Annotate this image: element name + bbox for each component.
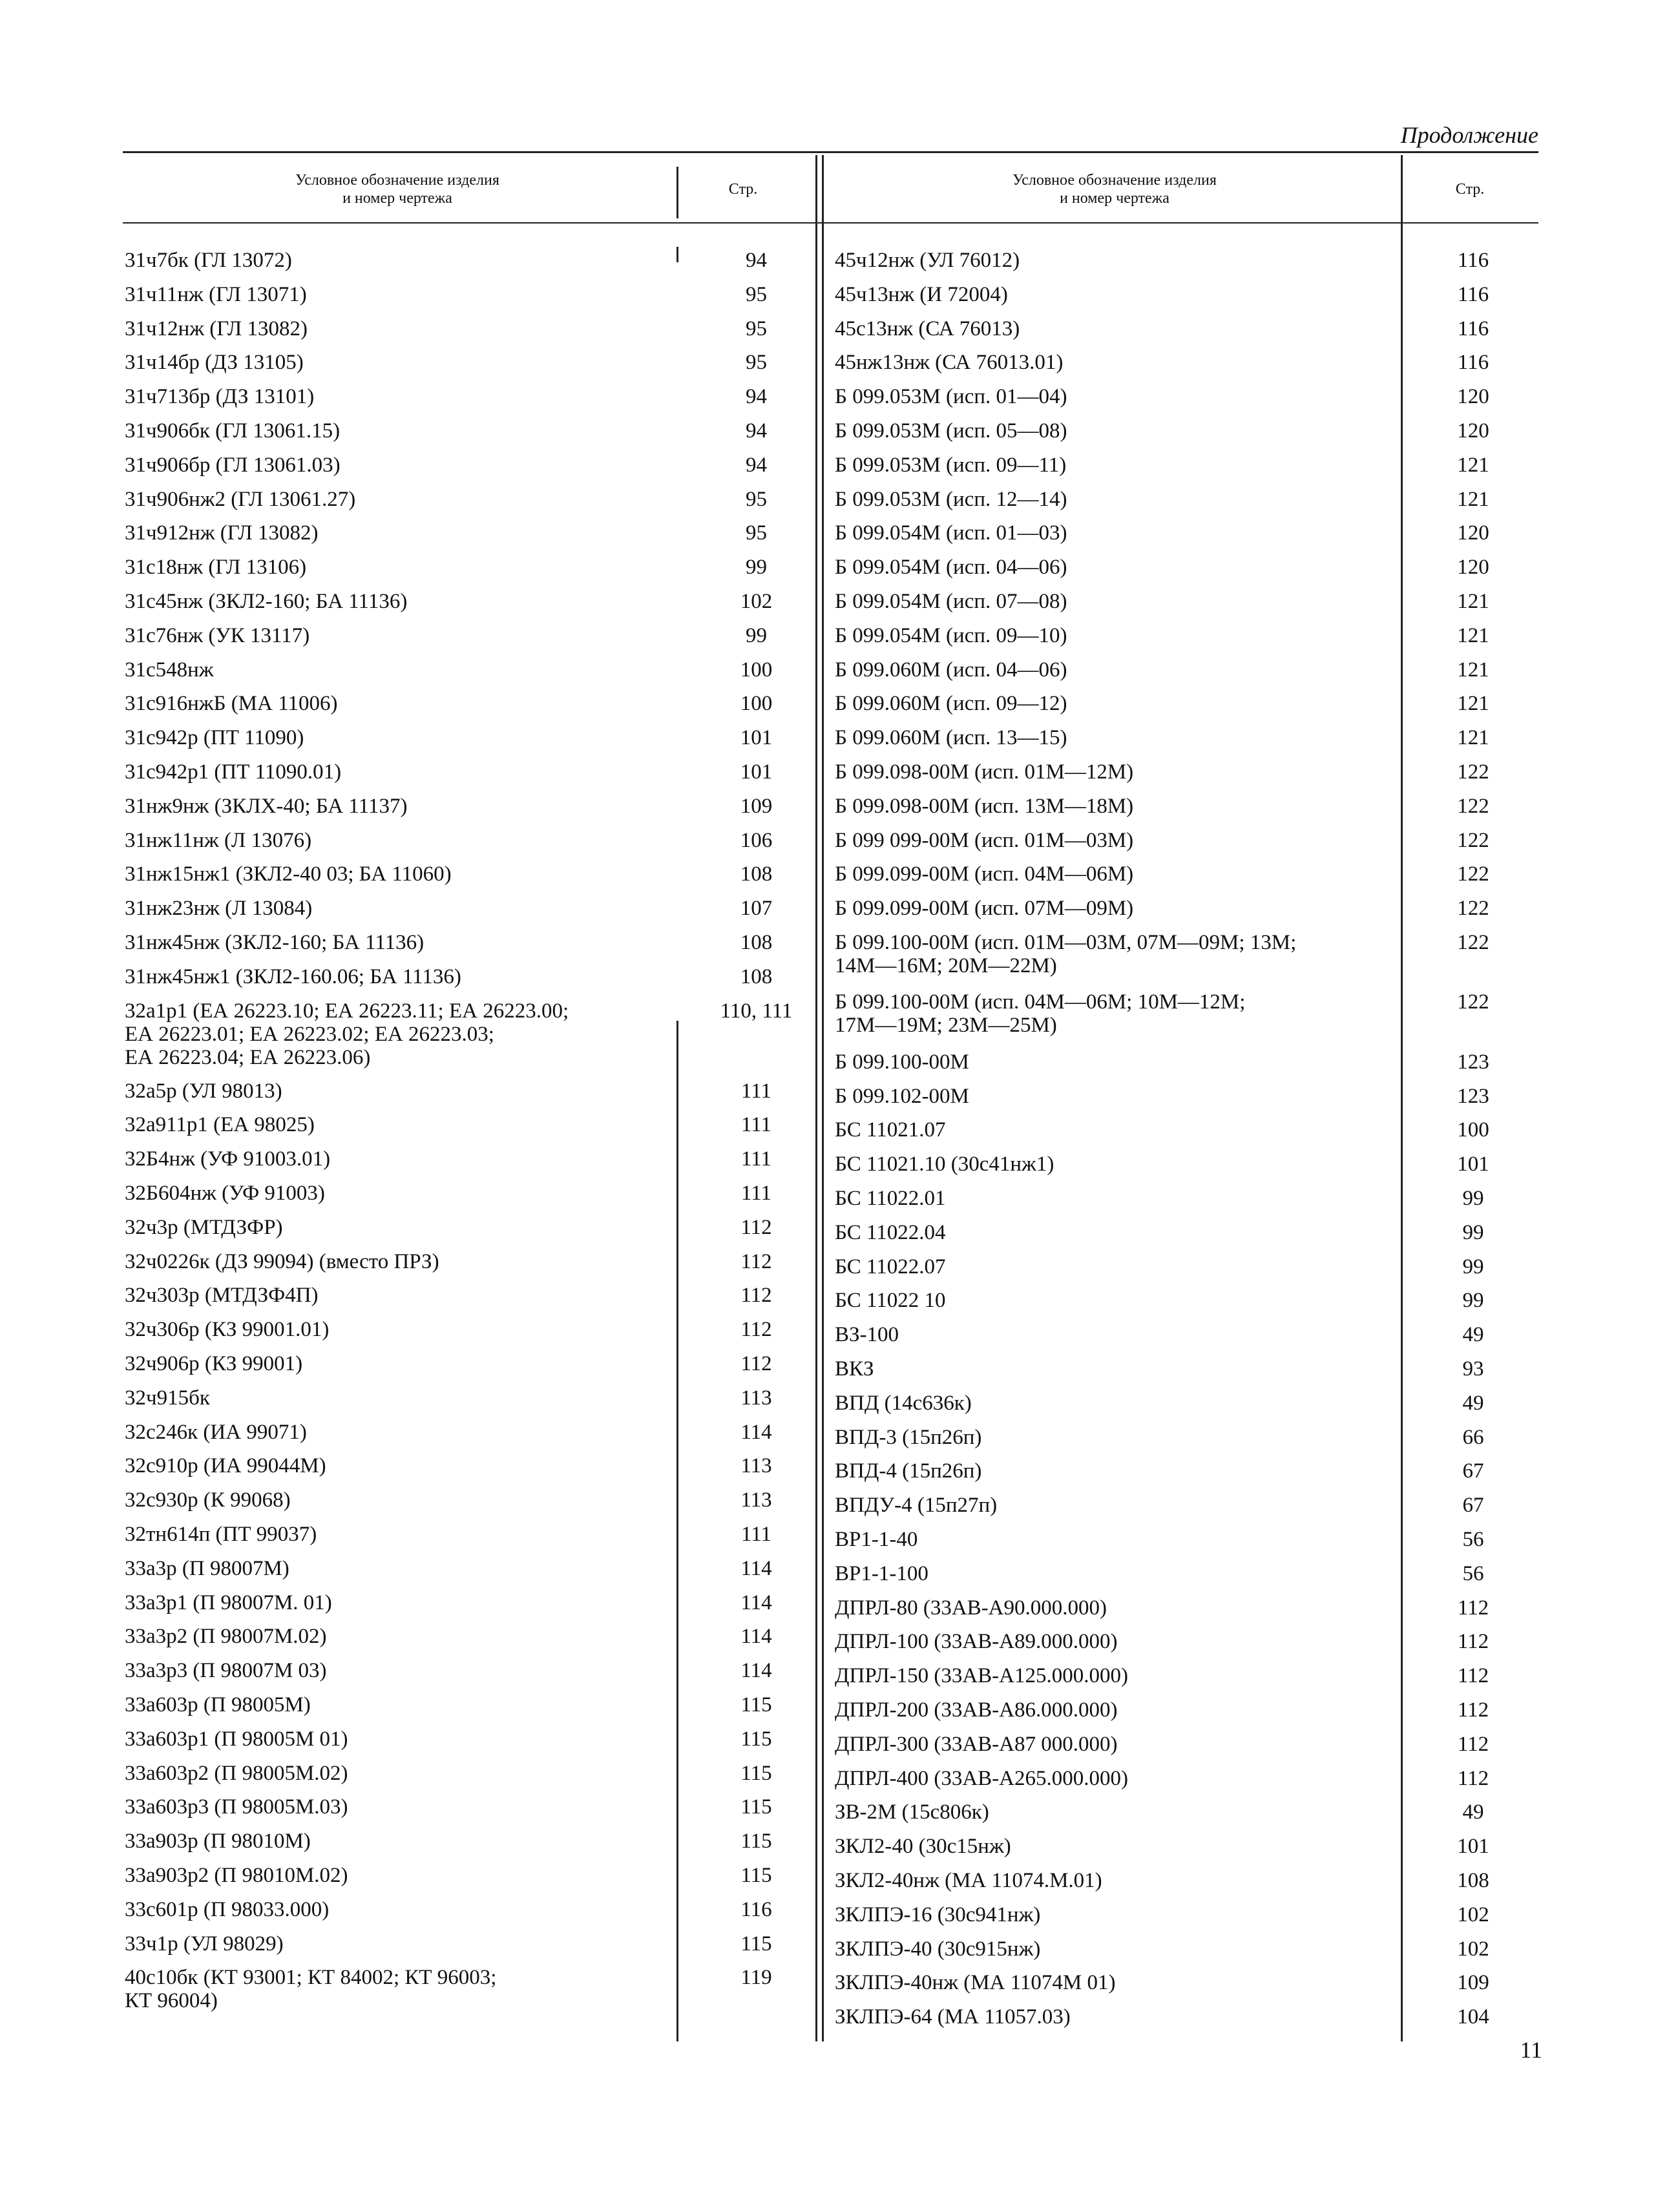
- page-reference: 102: [740, 590, 773, 613]
- designation-header-line2: и номер чертежа: [1060, 190, 1169, 207]
- page-reference: 116: [1457, 249, 1489, 272]
- designation-text: ЗКЛПЭ-40нж (МА 11074М 01): [835, 1971, 1116, 1995]
- page-reference: 108: [740, 965, 773, 988]
- page-reference: 111: [740, 1113, 772, 1137]
- designation-text: 33а603р3 (П 98005М.03): [125, 1795, 348, 1819]
- page-reference: 115: [740, 1727, 772, 1751]
- designation-text: 45нж13нж (СА 76013.01): [835, 351, 1064, 375]
- designation-text: ЗКЛПЭ-40 (30с915нж): [835, 1937, 1041, 1961]
- page-reference: 67: [1462, 1494, 1484, 1518]
- designation-text: 14М—16М; 20М—22М): [835, 954, 1057, 977]
- page-reference: 114: [740, 1420, 772, 1444]
- page-reference: 121: [1457, 658, 1489, 682]
- designation-text: 33с601р (П 98033.000): [125, 1897, 330, 1921]
- designation-text: Б 099.060М (исп. 09—12): [835, 692, 1067, 716]
- page-reference: 101: [740, 726, 773, 750]
- page-reference: 122: [1457, 862, 1489, 886]
- page-reference: 94: [746, 419, 767, 443]
- column-rule: [676, 247, 678, 262]
- page-reference: 99: [1462, 1187, 1484, 1210]
- designation-text: 33а3р1 (П 98007М. 01): [125, 1591, 332, 1614]
- designation-text: ДПРЛ-300 (33АВ-А87 000.000): [835, 1732, 1118, 1756]
- designation-text: 45с13нж (СА 76013): [835, 317, 1020, 340]
- page-reference: 112: [1457, 1766, 1489, 1790]
- right-page-header: [1405, 160, 1535, 220]
- designation-text: ЗКЛПЭ-16 (30с941нж): [835, 1903, 1041, 1926]
- page-number: 11: [1520, 2037, 1542, 2063]
- column-rule: [676, 1021, 678, 2041]
- designation-text: ВПД-4 (15п26п): [835, 1459, 982, 1483]
- designation-text: Б 099.053М (исп. 05—08): [835, 419, 1067, 443]
- page-reference: 104: [1457, 2005, 1489, 2029]
- page-reference: 114: [740, 1659, 772, 1683]
- page-reference: 115: [740, 1830, 772, 1853]
- designation-text: Б 099.053М (исп. 01—04): [835, 385, 1067, 409]
- designation-text: Б 099.053М (исп. 12—14): [835, 487, 1067, 511]
- designation-text: КТ 96004): [125, 1989, 218, 2013]
- designation-text: БС 11022.04: [835, 1220, 946, 1244]
- page-reference: 116: [1457, 351, 1489, 375]
- designation-text: Б 099.099-00М (исп. 07М—09М): [835, 897, 1134, 921]
- page-reference: 49: [1462, 1323, 1484, 1347]
- page-reference: 100: [740, 692, 773, 716]
- page-reference: 112: [740, 1352, 772, 1376]
- page-reference: 115: [740, 1795, 772, 1819]
- page-reference: 122: [1457, 990, 1489, 1014]
- designation-text: 32ч906р (КЗ 99001): [125, 1352, 303, 1376]
- page-reference: 108: [1457, 1869, 1489, 1892]
- designation-text: Б 099.100-00М (исп. 01М—03М, 07М—09М; 13М;: [835, 931, 1297, 954]
- designation-text: ЕА 26223.01; ЕА 26223.02; ЕА 26223.03;: [125, 1022, 494, 1046]
- designation-text: 31ч713бр (ДЗ 13101): [125, 385, 315, 409]
- page-reference: 94: [746, 453, 767, 477]
- page-reference: 122: [1457, 897, 1489, 921]
- designation-text: ДПРЛ-150 (33АВ-А125.000.000): [835, 1664, 1128, 1688]
- page-reference: 120: [1457, 556, 1489, 579]
- designation-text: 32а5р (УЛ 98013): [125, 1079, 282, 1103]
- page-reference: 102: [1457, 1903, 1489, 1926]
- designation-text: БС 11021.07: [835, 1118, 946, 1142]
- designation-text: БС 11022.01: [835, 1187, 946, 1210]
- designation-text: 32с930р (К 99068): [125, 1488, 291, 1512]
- page-reference: 108: [740, 862, 773, 886]
- column-rule: [676, 167, 678, 218]
- designation-text: Б 099.098-00М (исп. 13М—18М): [835, 794, 1134, 818]
- designation-text: 31нж45нж1 (ЗКЛ2-160.06; БА 11136): [125, 965, 461, 988]
- designation-text: Б 099.054М (исп. 01—03): [835, 521, 1067, 545]
- page-reference: 113: [740, 1386, 772, 1410]
- page-reference: 99: [1462, 1220, 1484, 1244]
- page-reference: 115: [740, 1761, 772, 1785]
- designation-text: ДПРЛ-400 (33АВ-А265.000.000): [835, 1766, 1128, 1790]
- designation-text: 31нж45нж (ЗКЛ2-160; БА 11136): [125, 931, 425, 954]
- page-reference: 101: [1457, 1835, 1489, 1859]
- page-reference: 111: [740, 1147, 772, 1171]
- column-rule: [1401, 155, 1403, 2041]
- page-reference: 95: [746, 487, 767, 511]
- designation-text: Б 099.100-00М (исп. 04М—06М; 10М—12М;: [835, 990, 1246, 1014]
- page-reference: 115: [740, 1693, 772, 1717]
- page-reference: 120: [1457, 521, 1489, 545]
- designation-text: 32а911р1 (ЕА 98025): [125, 1113, 315, 1137]
- designation-text: 31ч906нж2 (ГЛ 13061.27): [125, 487, 356, 511]
- page-reference: 93: [1462, 1357, 1484, 1381]
- page-reference: 112: [740, 1249, 772, 1273]
- designation-text: 32а1р1 (ЕА 26223.10; ЕА 26223.11; ЕА 26223.00;: [125, 999, 569, 1023]
- designation-text: ЗКЛПЭ-64 (МА 11057.03): [835, 2005, 1071, 2029]
- designation-text: Б 099.054М (исп. 07—08): [835, 590, 1067, 613]
- page-reference: 112: [740, 1284, 772, 1308]
- page-reference: 111: [740, 1079, 772, 1103]
- page-reference: 112: [1457, 1596, 1489, 1620]
- page-reference: 99: [746, 623, 767, 647]
- page-reference: 67: [1462, 1459, 1484, 1483]
- designation-text: 31ч7бк (ГЛ 13072): [125, 249, 292, 272]
- page-header-label: Стр.: [1455, 181, 1485, 198]
- page-reference: 119: [740, 1966, 772, 1990]
- right-designation-header: [827, 160, 1402, 220]
- page-reference: 120: [1457, 419, 1489, 443]
- page-reference: 111: [740, 1182, 772, 1205]
- designation-text: 31с916нжБ (МА 11006): [125, 692, 338, 716]
- page-reference: 94: [746, 249, 767, 272]
- page-reference: 95: [746, 521, 767, 545]
- designation-text: 31с942р1 (ПТ 11090.01): [125, 760, 342, 784]
- page-reference: 123: [1457, 1050, 1489, 1074]
- page-reference: 101: [1457, 1153, 1489, 1176]
- page-reference: 100: [740, 658, 773, 682]
- page-reference: 108: [740, 931, 773, 954]
- designation-text: БС 11022.07: [835, 1255, 946, 1278]
- designation-text: ЗКЛ2-40нж (МА 11074.М.01): [835, 1869, 1102, 1892]
- page-reference: 115: [740, 1932, 772, 1956]
- page-reference: 120: [1457, 385, 1489, 409]
- page-reference: 95: [746, 282, 767, 306]
- page-reference: 116: [1457, 282, 1489, 306]
- designation-text: Б 099.054М (исп. 09—10): [835, 623, 1067, 647]
- designation-text: 32ч0226к (ДЗ 99094) (вместо ПРЗ): [125, 1249, 439, 1273]
- designation-text: 32с246к (ИА 99071): [125, 1420, 307, 1444]
- header-bottom-rule: [123, 222, 1538, 224]
- designation-text: 45ч12нж (УЛ 76012): [835, 249, 1020, 272]
- page-reference: 56: [1462, 1561, 1484, 1585]
- designation-text: 33ч1р (УЛ 98029): [125, 1932, 284, 1956]
- designation-text: ВПДУ-4 (15п27п): [835, 1494, 998, 1518]
- designation-text: 32ч306р (КЗ 99001.01): [125, 1318, 330, 1342]
- designation-text: 31нж15нж1 (ЗКЛ2-40 03; БА 11060): [125, 862, 452, 886]
- page-reference: 109: [740, 794, 773, 818]
- page-reference: 123: [1457, 1084, 1489, 1108]
- page-reference: 114: [740, 1556, 772, 1580]
- designation-text: 31ч912нж (ГЛ 13082): [125, 521, 319, 545]
- designation-text: ВР1-1-100: [835, 1561, 928, 1585]
- page-reference: 49: [1462, 1391, 1484, 1415]
- page-reference: 122: [1457, 794, 1489, 818]
- page-reference: 49: [1462, 1800, 1484, 1824]
- designation-text: Б 099.099-00М (исп. 04М—06М): [835, 862, 1134, 886]
- designation-text: ЕА 26223.04; ЕА 26223.06): [125, 1045, 371, 1069]
- page-reference: 99: [1462, 1289, 1484, 1313]
- designation-text: 32тн614п (ПТ 99037): [125, 1523, 317, 1547]
- designation-text: 33а603р (П 98005М): [125, 1693, 311, 1717]
- designation-text: ВПД-3 (15п26п): [835, 1425, 982, 1449]
- page-reference: 116: [740, 1897, 772, 1921]
- page-reference: 101: [740, 760, 773, 784]
- designation-text: 33а903р2 (П 98010М.02): [125, 1864, 348, 1888]
- designation-text: 31с548нж: [125, 658, 214, 682]
- designation-text: ДПРЛ-100 (33АВ-А89.000.000): [835, 1630, 1118, 1654]
- designation-header-line1: Условное обозначение изделия: [1012, 172, 1217, 189]
- page-reference: 121: [1457, 453, 1489, 477]
- designation-text: 33а3р (П 98007М): [125, 1556, 289, 1580]
- page-reference: 102: [1457, 1937, 1489, 1961]
- designation-text: 31ч12нж (ГЛ 13082): [125, 317, 308, 340]
- page-reference: 121: [1457, 692, 1489, 716]
- designation-text: ЗВ-2М (15с806к): [835, 1800, 989, 1824]
- designation-header-line2: и номер чертежа: [342, 190, 452, 207]
- designation-text: ДПРЛ-200 (33АВ-А86.000.000): [835, 1698, 1118, 1722]
- page-reference: 94: [746, 385, 767, 409]
- designation-text: Б 099.060М (исп. 04—06): [835, 658, 1067, 682]
- page-reference: 113: [740, 1454, 772, 1478]
- designation-text: 31с76нж (УК 13117): [125, 623, 310, 647]
- designation-text: 40с10бк (КТ 93001; КТ 84002; КТ 96003;: [125, 1966, 497, 1990]
- page-reference: 56: [1462, 1528, 1484, 1551]
- page-reference: 121: [1457, 623, 1489, 647]
- designation-text: 31ч11нж (ГЛ 13071): [125, 282, 307, 306]
- designation-text: 32ч303р (МТДЗФ4П): [125, 1284, 319, 1308]
- designation-text: 32с910р (ИА 99044М): [125, 1454, 326, 1478]
- page-reference: 112: [1457, 1732, 1489, 1756]
- page-reference: 121: [1457, 726, 1489, 750]
- designation-text: 33а3р3 (П 98007М 03): [125, 1659, 327, 1683]
- page-reference: 107: [740, 897, 773, 921]
- designation-text: 17М—19М; 23М—25М): [835, 1014, 1057, 1038]
- page-reference: 112: [1457, 1664, 1489, 1688]
- page-reference: 99: [746, 556, 767, 579]
- designation-text: БС 11022 10: [835, 1289, 946, 1313]
- designation-text: 33а903р (П 98010М): [125, 1830, 311, 1853]
- page-reference: 114: [740, 1625, 772, 1649]
- designation-text: ВПД (14с636к): [835, 1391, 972, 1415]
- page-reference: 121: [1457, 590, 1489, 613]
- designation-text: 31ч14бр (ДЗ 13105): [125, 351, 304, 375]
- continuation-heading: Продолжение: [1400, 122, 1538, 148]
- designation-text: ВР1-1-40: [835, 1528, 918, 1551]
- designation-text: ВКЗ: [835, 1357, 874, 1381]
- page-reference: 95: [746, 317, 767, 340]
- designation-text: ДПРЛ-80 (33АВ-А90.000.000): [835, 1596, 1107, 1620]
- table-top-rule: [123, 151, 1538, 153]
- page-reference: 66: [1462, 1425, 1484, 1449]
- designation-text: 31нж9нж (ЗКЛХ-40; БА 11137): [125, 794, 408, 818]
- page-reference: 121: [1457, 487, 1489, 511]
- page-reference: 110, 111: [720, 999, 793, 1023]
- designation-text: 45ч13нж (И 72004): [835, 282, 1008, 306]
- page-reference: 95: [746, 351, 767, 375]
- designation-text: 31нж11нж (Л 13076): [125, 828, 312, 852]
- designation-text: Б 099.054М (исп. 04—06): [835, 556, 1067, 579]
- page-reference: 112: [1457, 1698, 1489, 1722]
- page-reference: 115: [740, 1864, 772, 1888]
- page-reference: 122: [1457, 760, 1489, 784]
- page-reference: 109: [1457, 1971, 1489, 1995]
- designation-text: 32Б4нж (УФ 91003.01): [125, 1147, 331, 1171]
- designation-text: 32Б604нж (УФ 91003): [125, 1182, 325, 1205]
- page-reference: 116: [1457, 317, 1489, 340]
- page-header-label: Стр.: [728, 181, 758, 198]
- designation-text: 31с45нж (ЗКЛ2-160; БА 11136): [125, 590, 408, 613]
- designation-text: ЗКЛ2-40 (30с15нж): [835, 1835, 1011, 1859]
- designation-text: 33а603р2 (П 98005М.02): [125, 1761, 348, 1785]
- designation-text: Б 099 099-00М (исп. 01М—03М): [835, 828, 1134, 852]
- designation-text: 33а603р1 (П 98005М 01): [125, 1727, 348, 1751]
- designation-text: 32ч3р (МТДЗФР): [125, 1215, 283, 1239]
- page-reference: 111: [740, 1523, 772, 1547]
- designation-text: 31с18нж (ГЛ 13106): [125, 556, 307, 579]
- left-designation-header: [123, 160, 672, 220]
- page-reference: 112: [740, 1215, 772, 1239]
- page-reference: 106: [740, 828, 773, 852]
- left-page-header: [678, 160, 808, 220]
- page-reference: 112: [740, 1318, 772, 1342]
- designation-text: 31ч906бр (ГЛ 13061.03): [125, 453, 341, 477]
- designation-text: Б 099.060М (исп. 13—15): [835, 726, 1067, 750]
- designation-text: 32ч915бк: [125, 1386, 210, 1410]
- designation-text: БС 11021.10 (30с41нж1): [835, 1153, 1054, 1176]
- page-reference: 112: [1457, 1630, 1489, 1654]
- designation-text: Б 099.102-00М: [835, 1084, 969, 1108]
- designation-text: Б 099.098-00М (исп. 01М—12М): [835, 760, 1134, 784]
- page-reference: 99: [1462, 1255, 1484, 1278]
- designation-text: 31с942р (ПТ 11090): [125, 726, 304, 750]
- designation-text: 33а3р2 (П 98007М.02): [125, 1625, 327, 1649]
- page-reference: 122: [1457, 931, 1489, 954]
- designation-text: 31нж23нж (Л 13084): [125, 897, 313, 921]
- page-reference: 114: [740, 1591, 772, 1614]
- page-reference: 100: [1457, 1118, 1489, 1142]
- designation-text: Б 099.100-00М: [835, 1050, 969, 1074]
- designation-header-line1: Условное обозначение изделия: [295, 172, 499, 189]
- designation-text: ВЗ-100: [835, 1323, 899, 1347]
- page-reference: 113: [740, 1488, 772, 1512]
- designation-text: 31ч906бк (ГЛ 13061.15): [125, 419, 341, 443]
- page-reference: 122: [1457, 828, 1489, 852]
- designation-text: Б 099.053М (исп. 09—11): [835, 453, 1067, 477]
